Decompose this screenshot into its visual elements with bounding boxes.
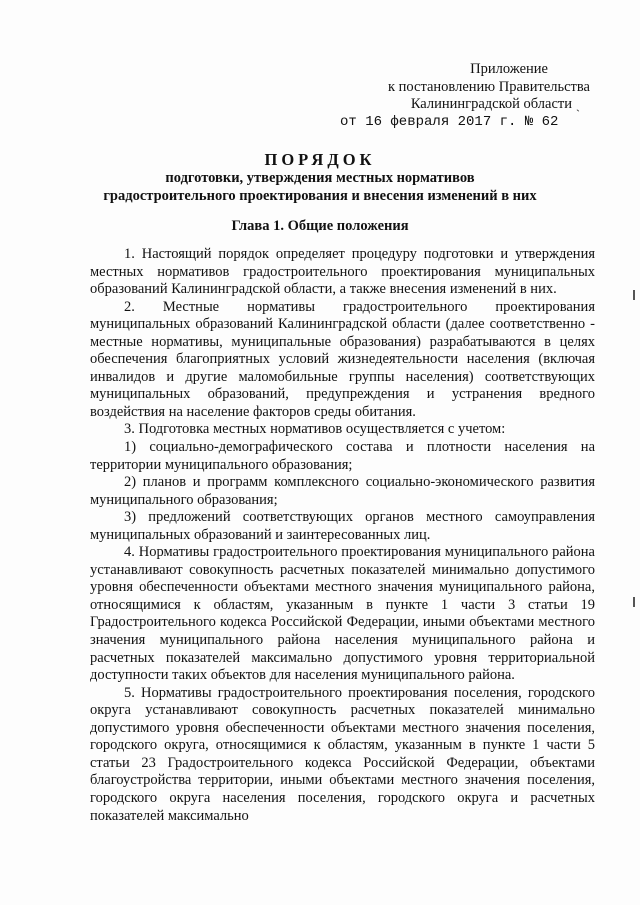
paragraph-3-item-1: 1) социально-демографического состава и плотности населения на территории муниципального образования; [90,439,595,473]
document-subtitle-line-2: градостроительного проектирования и внесения изменений в них [103,188,537,204]
paragraph-2: 2. Местные нормативы градостроительного проектирования муниципальных образований Калининградской области (далее соответственно - местные нормативы, муниципальные образования) разрабатываются в целях обеспечения благоприятных условий жизнедеятельности населения (включая инвалидов и другие маломобильные группы населения) соответствующих муниципальных образований, предупреждения и устранения вредного воздействия на население факторов среды обитания. [90,298,595,420]
paragraph-3-item-2: 2) планов и программ комплексного социально-экономического развития муниципального образования; [90,474,595,508]
appendix-line-2: к постановлению Правительства [388,78,590,95]
document-title: ПОРЯДОК [264,150,376,169]
scan-edge-mark-top [633,290,635,300]
paragraph-3-item-3: 3) предложений соответствующих органов местного самоуправления муниципальных образований и заинтересованных лиц. [90,509,595,543]
paragraph-1: 1. Настоящий порядок определяет процедуру подготовки и утверждения местных нормативов градостроительного проектирования муниципальных образований Калининградской области, а также внесения изменений в них. [90,246,595,298]
document-subtitle-line-1: подготовки, утверждения местных нормативов [165,170,475,186]
appendix-line-1: Приложение [470,61,548,77]
paragraph-3: 3. Подготовка местных нормативов осуществляется с учетом: [124,421,506,438]
chapter-heading: Глава 1. Общие положения [231,218,409,234]
appendix-line-3: Калининградской области [410,96,572,112]
scan-edge-mark-bottom [633,597,635,607]
document-body [90,246,595,825]
paragraph-5: 5. Нормативы градостроительного проектирования поселения, городского округа устанавливают совокупность расчетных показателей минимально допустимого уровня обеспеченности объектами местного значения поселения, городского округа, относящимися к областям, указанным в пункте 1 части 5 статьи 23 Градостроительного кодекса Российской Федерации, объектами благоустройства территории, иными объектами местного значения поселения, городского округа населения поселения, городского округа и расчетных показателей максимально [90,684,595,824]
paragraph-4: 4. Нормативы градостроительного проектирования муниципального района устанавливают совокупность расчетных показателей минимально допустимого уровня обеспеченности объектами местного значения муниципального района, относящимися к областям, указанным в пункте 1 части 3 статьи 19 Градостроительного кодекса Российской Федерации, иными объектами местного значения муниципального района населения муниципального района и расчетных показателей максимально допустимого уровня территориальной доступности таких объектов для населения муниципального района. [90,544,595,684]
appendix-block [340,61,590,131]
appendix-date: от 16 февраля 2017 г. № 62 [340,113,559,130]
scan-mark: ` [576,107,580,121]
